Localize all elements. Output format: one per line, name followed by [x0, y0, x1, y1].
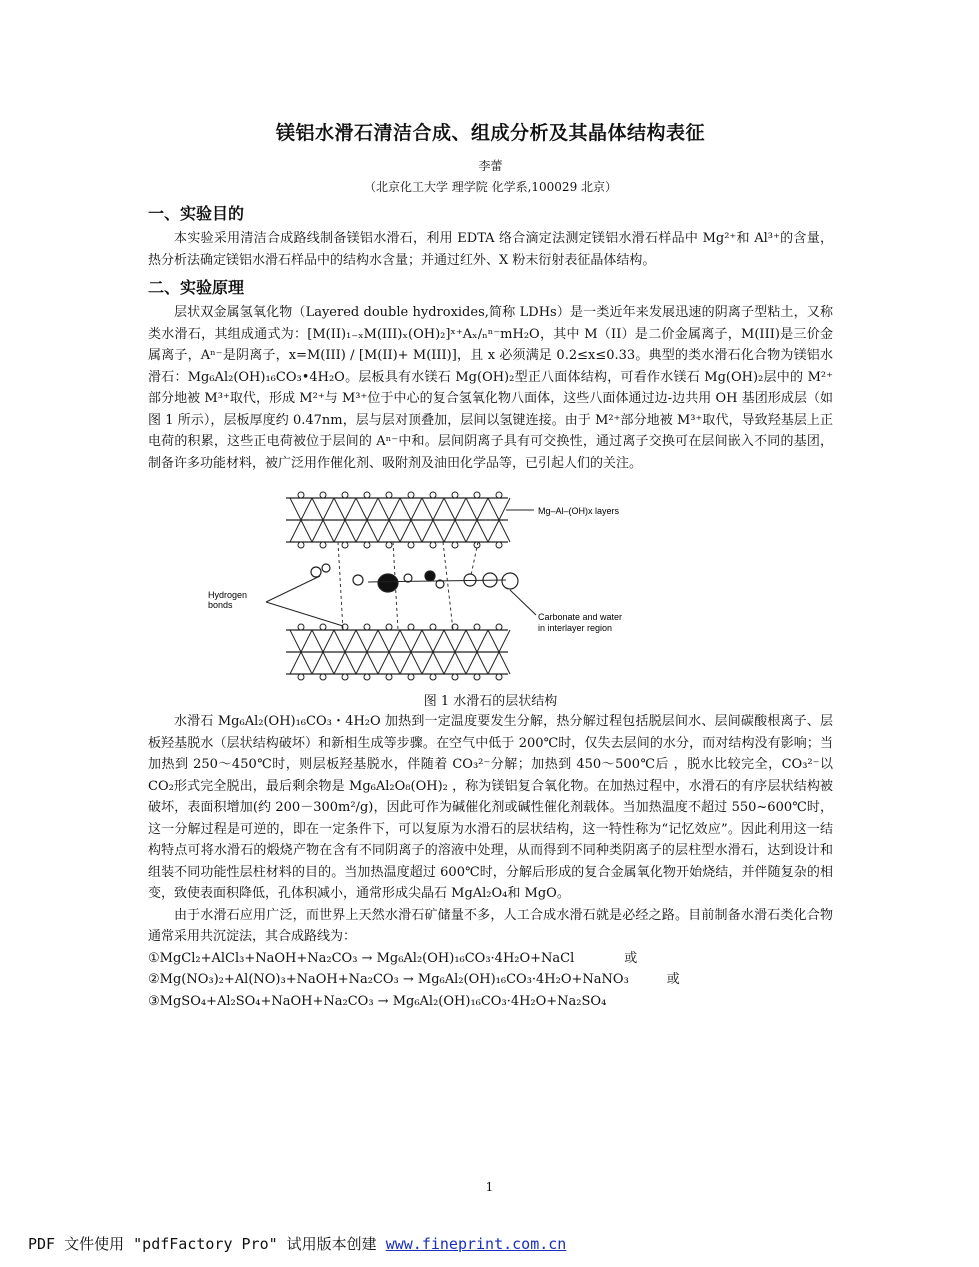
- author: 李蕾: [478, 159, 503, 173]
- hydroxyl-atom: [364, 624, 370, 630]
- hydrogen-bonds-label-1: Hydrogen: [208, 590, 248, 600]
- hydroxyl-atom: [408, 674, 414, 680]
- carbonate-label-2: in interlayer region: [538, 623, 613, 633]
- document-title: 镁铝水滑石清洁合成、组成分析及其晶体结构表征: [275, 122, 705, 144]
- layers-label: Mg–Al–(OH)x layers: [538, 506, 620, 516]
- hydroxyl-atom: [342, 542, 348, 548]
- principle-paragraph-2: 水滑石 Mg₆Al₂(OH)₁₆CO₃・4H₂O 加热到一定温度要发生分解，热分解过程包括脱层间水、层间碳酸根离子、层板羟基脱水（层状结构破坏）和新相生成等步骤。在空气中低于 200℃时，仅失去层间的水分，而对结构没有影响；当加热到 250～450℃时，则层板羟基脱水，伴随着 CO₃²⁻分解；加热到 450～500℃后 ，脱水比较完全，CO₃²⁻以 CO₂形式完全脱出，最后剩余物是 Mg₆Al₂O₈(OH)₂ ，称为镁铝复合氧化物。在加热过程中，水滑石的有序层状结构被破坏，表面积增加(约 200－300m²/g)，因此可作为碱催化剂或碱性催化剂载体。当加热温度不超过 550~600℃时，这一分解过程是可逆的，即在一定条件下，可以复原为水滑石的层状结构，这一特性称为“记忆效应”。因此利用这一结构特点可将水滑石的煅烧产物在含有不同阴离子的溶液中处理，从而得到不同种类阴离子的层柱型水滑石，达到设计和组装不同功能性层柱材料的目的。当加热温度超过 600℃时，分解后形成的复合金属氧化物开始烧结，并伴随复杂的相变，致使表面积降低，孔体积减小，通常形成尖晶石 MgAl₂O₄和 MgO。: [148, 714, 833, 901]
- principle-paragraph-1: 层状双金属氢氧化物（Layered double hydroxides,简称 LDHs）是一类近年来发展迅速的阴离子型粘土，又称类水滑石，其组成通式为：[M(II)₁₋ₓM(III)ₓ(OH)₂]ˣ⁺Aₓ/ₙⁿ⁻mH₂O，其中 M（II）是二价金属离子，M(III)是三价金属离子，Aⁿ⁻是阴离子，x=M(III) / [M(II)+ M(III)]，且 x 必须满足 0.2≤x≤0.33。典型的类水滑石化合物为镁铝水滑石：Mg₆Al₂(OH)₁₆CO₃•4H₂O。层板具有水镁石 Mg(OH)₂型正八面体结构，可看作水镁石 Mg(OH)₂层中的 M²⁺部分地被 M³⁺取代，形成 M²⁺与 M³⁺位于中心的复合氢氧化物八面体，这些八面体通过边-边共用 OH 基团形成层（如图 1 所示），层板厚度约 0.47nm，层与层对顶叠加，层间以氢键连接。由于 M²⁺部分地被 M³⁺取代，导致羟基层上正电荷的积累，这些正电荷被位于层间的 Aⁿ⁻中和。层间阴离子具有可交换性，通过离子交换可在层间嵌入不同的基团，制备许多功能材料，被广泛用作催化剂、吸附剂及油田化学品等，已引起人们的关注。: [148, 305, 833, 471]
- document-page: [148, 118, 833, 1012]
- hydroxyl-atom: [320, 492, 326, 498]
- hydroxyl-atom: [408, 492, 414, 498]
- carbonate-label-1: Carbonate and water: [538, 612, 623, 622]
- hydroxyl-atom: [298, 492, 304, 498]
- or-word-2: 或: [666, 972, 680, 987]
- hydroxyl-atom: [452, 492, 458, 498]
- footer-text: PDF 文件使用 "pdfFactory Pro" 试用版本创建: [28, 1235, 386, 1253]
- figure-image: [208, 480, 678, 690]
- hydroxyl-atom: [474, 624, 480, 630]
- figure-layered-structure: [208, 480, 678, 690]
- pdf-footer: [28, 1233, 566, 1254]
- hydroxyl-atom: [452, 542, 458, 548]
- hydrogen-bonds-label-2: bonds: [208, 600, 233, 610]
- equation-1: [148, 948, 833, 970]
- hydroxyl-atom: [452, 674, 458, 680]
- purpose-paragraph: 本实验采用清洁合成路线制备镁铝水滑石，利用 EDTA 络合滴定法测定镁铝水滑石样品中 Mg²⁺和 Al³⁺的含量，热分析法确定镁铝水滑石样品中的结构水含量；并通过红外、X 粉末衍射表征晶体结构。: [148, 231, 833, 268]
- hydroxyl-atom: [386, 624, 392, 630]
- page-number: 1: [485, 1180, 494, 1194]
- hydroxyl-atom: [298, 624, 304, 630]
- hydroxyl-atom: [430, 542, 436, 548]
- hydroxyl-atom: [430, 492, 436, 498]
- hydroxyl-atom: [408, 542, 414, 548]
- affiliation: （北京化工大学 理学院 化学系,100029 北京）: [363, 180, 618, 194]
- equation-3-text: ③MgSO₄+Al₂SO₄+NaOH+Na₂CO₃ → Mg₆Al₂(OH)₁₆CO₃·4H₂O+Na₂SO₄: [148, 993, 607, 1009]
- equation-2: [148, 969, 833, 991]
- hydroxyl-atom: [496, 492, 502, 498]
- hydroxyl-atom: [364, 492, 370, 498]
- or-word-1: 或: [624, 950, 638, 966]
- equation-3: [148, 991, 833, 1013]
- hydroxyl-atom: [364, 542, 370, 548]
- hydroxyl-atom: [474, 492, 480, 498]
- hydroxyl-atom: [496, 624, 502, 630]
- hydroxyl-atom: [298, 674, 304, 680]
- footer-link[interactable]: www.fineprint.com.cn: [385, 1235, 567, 1253]
- hydroxyl-atom: [386, 542, 392, 548]
- hydroxyl-atom: [386, 492, 392, 498]
- hydroxyl-atom: [496, 542, 502, 548]
- hydroxyl-atom: [496, 674, 502, 680]
- hydroxyl-atom: [430, 674, 436, 680]
- hydroxyl-atom: [430, 624, 436, 630]
- equation-1-text: ①MgCl₂+AlCl₃+NaOH+Na₂CO₃ → Mg₆Al₂(OH)₁₆CO₃·4H₂O+NaCl: [148, 950, 575, 966]
- hydroxyl-atom: [320, 674, 326, 680]
- section-heading-purpose: 一、实验目的: [148, 204, 245, 223]
- hydroxyl-atom: [342, 492, 348, 498]
- hydroxyl-atom: [474, 674, 480, 680]
- hydroxyl-atom: [408, 624, 414, 630]
- figure-caption: 图 1 水滑石的层状结构: [423, 694, 558, 709]
- hydroxyl-atom: [474, 542, 480, 548]
- hydroxyl-atom: [386, 674, 392, 680]
- hydroxyl-atom: [342, 674, 348, 680]
- hydroxyl-atom: [320, 624, 326, 630]
- section-heading-principle: 二、实验原理: [148, 278, 245, 297]
- hydroxyl-atom: [320, 542, 326, 548]
- hydroxyl-atom: [364, 674, 370, 680]
- principle-paragraph-3: 由于水滑石应用广泛，而世界上天然水滑石矿储量不多，人工合成水滑石就是必经之路。目前制备水滑石类化合物通常采用共沉淀法，其合成路线为：: [148, 907, 833, 944]
- equation-2-text: ②Mg(NO₃)₂+Al(NO)₃+NaOH+Na₂CO₃ → Mg₆Al₂(OH)₁₆CO₃·4H₂O+NaNO₃: [148, 972, 629, 987]
- hydroxyl-atom: [298, 542, 304, 548]
